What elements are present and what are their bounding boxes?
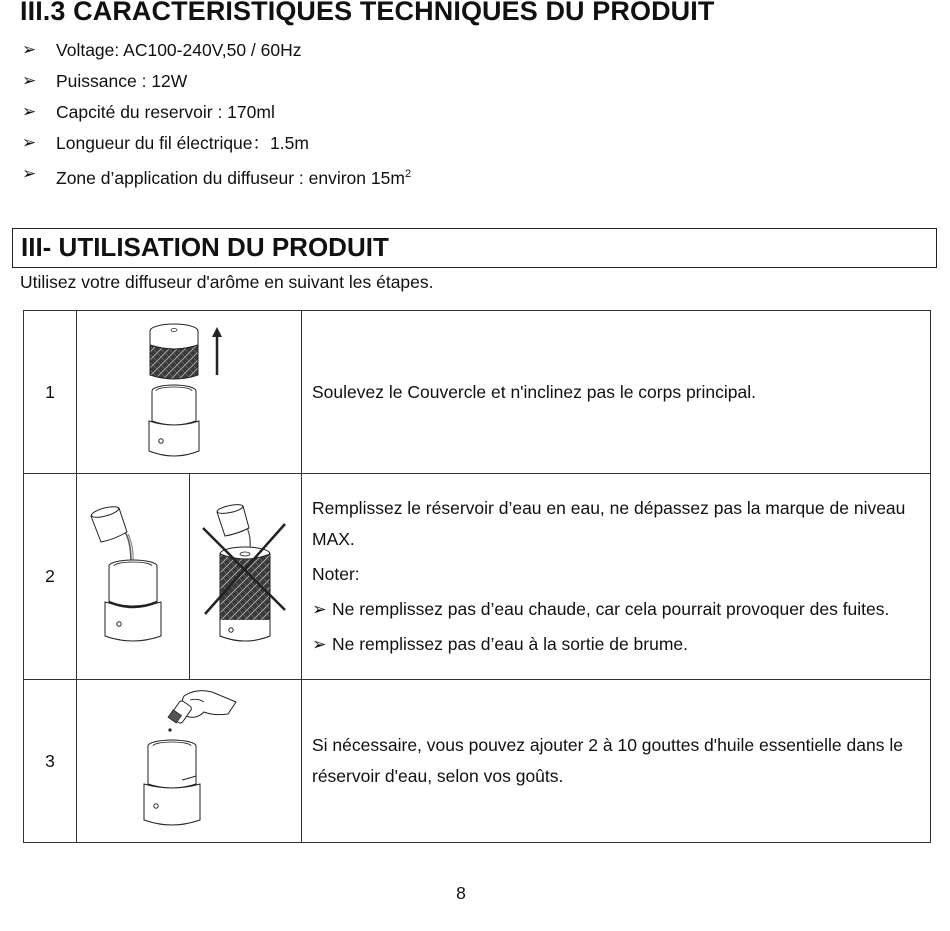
arrow-bullet-icon: ➢ — [22, 102, 37, 121]
spec-item — [20, 67, 411, 98]
step-number: 3 — [24, 680, 77, 843]
superscript: 2 — [404, 168, 412, 180]
note-item — [312, 629, 922, 660]
add-oil-illustration — [124, 686, 254, 836]
step-text: Soulevez le Couvercle et n'inclinez pas le corps principal. — [312, 381, 756, 402]
spec-item-text: Longueur du fil électrique：1.5m — [56, 133, 309, 153]
spec-section-title: III.3 CARACTERISTIQUES TECHNIQUES DU PRODUIT — [20, 0, 715, 26]
step-text: Si nécessaire, vous pouvez ajouter 2 à 10 gouttes d'huile essentielle dans le réservoir d'eau, selon vos goûts. — [312, 735, 903, 786]
spec-item — [20, 160, 411, 191]
spec-item-text: Zone d’application du diffuseur : environ 15m — [56, 168, 405, 188]
step-text-cell — [302, 680, 931, 843]
page-number: 8 — [456, 883, 466, 903]
usage-section-header — [12, 228, 937, 268]
arrow-bullet-icon: ➢ — [22, 40, 37, 59]
step-number: 1 — [24, 311, 77, 474]
step-illustration-cell — [77, 474, 302, 680]
spec-item — [20, 36, 411, 67]
arrow-bullet-icon: ➢ — [312, 599, 327, 619]
step-text-cell — [302, 311, 931, 474]
arrow-bullet-icon: ➢ — [22, 164, 37, 183]
table-row — [24, 474, 931, 680]
note-text: Ne remplissez pas d’eau chaude, car cela pourrait provoquer des fuites. — [332, 599, 890, 619]
step-illustration-cell — [77, 680, 302, 843]
usage-intro: Utilisez votre diffuseur d'arôme en suivant les étapes. — [20, 272, 434, 292]
table-row — [24, 680, 931, 843]
spec-item-text: Capcité du reservoir : 170ml — [56, 102, 275, 122]
usage-section-title: III- UTILISATION DU PRODUIT — [21, 232, 389, 262]
step-illustration-cell — [77, 311, 302, 474]
note-text: Ne remplissez pas d’eau à la sortie de brume. — [332, 634, 689, 654]
step-text-cell — [302, 474, 931, 680]
note-label: Noter: — [312, 564, 360, 584]
arrow-bullet-icon: ➢ — [22, 71, 37, 90]
arrow-bullet-icon: ➢ — [22, 133, 37, 152]
spec-item — [20, 98, 411, 129]
lift-cover-illustration — [129, 317, 249, 467]
note-item — [312, 594, 922, 625]
arrow-bullet-icon: ➢ — [312, 634, 327, 654]
step-number: 2 — [24, 474, 77, 680]
fill-water-correct-illustration — [83, 502, 183, 652]
spec-item-text: Puissance : 12W — [56, 71, 188, 91]
spec-list — [20, 36, 411, 191]
spec-item-text: Voltage: AC100-240V,50 / 60Hz — [56, 40, 302, 60]
step-text: Remplissez le réservoir d’eau en eau, ne dépassez pas la marque de niveau MAX. — [312, 498, 906, 549]
steps-table — [23, 310, 931, 843]
table-row — [24, 311, 931, 474]
spec-item — [20, 129, 411, 160]
fill-water-wrong-illustration — [195, 502, 295, 652]
